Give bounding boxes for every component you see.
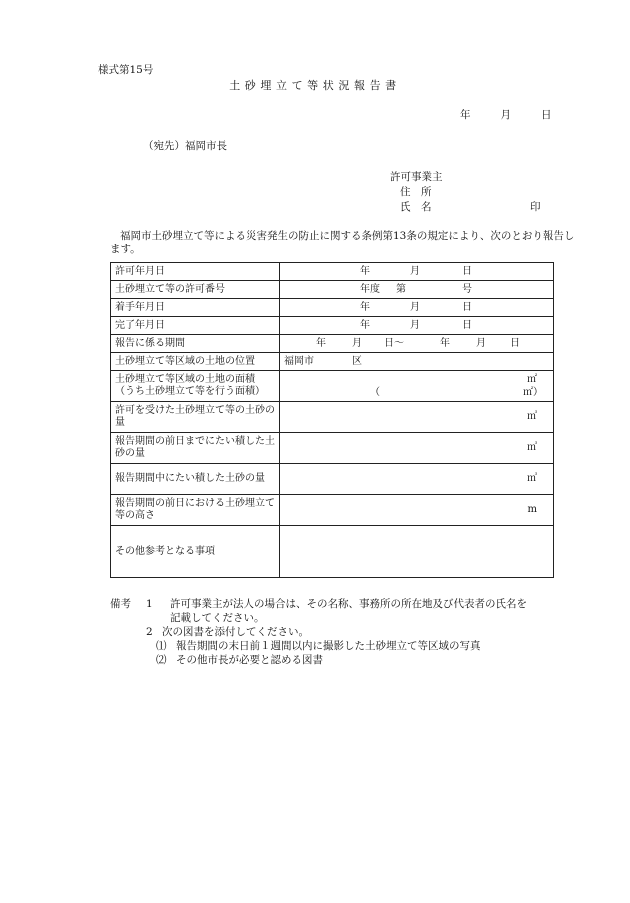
note-2-2-number: ⑵ [156, 654, 167, 666]
field-day: 日 [462, 265, 472, 277]
note-1-text-cont: 記載してください。 [170, 612, 265, 624]
field-month-from: 月 [352, 337, 362, 349]
remarks-heading: 備考 [110, 598, 131, 610]
document-title: 土砂埋立て等状況報告書 [229, 79, 401, 92]
field-year: 年 [360, 265, 370, 277]
table-row [111, 317, 554, 335]
report-table [110, 262, 554, 578]
field-unit-volume: ㎥ [527, 442, 537, 453]
completion-date-field[interactable] [280, 317, 554, 335]
date-year: 年 [460, 109, 471, 121]
seal-mark: 印 [530, 201, 541, 213]
report-date [460, 109, 552, 122]
table-row [111, 371, 554, 402]
table-row [111, 299, 554, 317]
period-accumulated-field[interactable] [280, 464, 554, 495]
row-label: 土砂埋立て等区域の土地の面積 （うち土砂埋立て等を行う面積） [111, 371, 280, 402]
note-1-number: 1 [146, 598, 153, 610]
row-label: 報告期間中にたい積した土砂の量 [111, 464, 280, 495]
permit-number-field[interactable] [280, 281, 554, 299]
form-number: 様式第15号 [98, 64, 154, 76]
applicant-title: 許可事業主 [390, 171, 443, 183]
note-2-2-text: その他市長が必要と認める図書 [176, 654, 323, 666]
row-label: 完了年月日 [111, 317, 280, 335]
note-2-1-text: 報告期間の末日前１週間以内に撮影した土砂埋立て等区域の写真 [176, 640, 481, 652]
table-row [111, 402, 554, 433]
row-label: 土砂埋立て等区域の土地の位置 [111, 353, 280, 371]
field-unit-volume: ㎥ [527, 411, 537, 422]
field-day-to: 日 [510, 337, 520, 349]
field-day-from: 日～ [384, 337, 404, 349]
table-row [111, 335, 554, 353]
table-row [111, 464, 554, 495]
start-date-field[interactable] [280, 299, 554, 317]
field-month: 月 [410, 319, 420, 331]
land-area-field[interactable] [280, 371, 554, 402]
field-year: 年 [360, 301, 370, 313]
field-month: 月 [410, 265, 420, 277]
row-label: 許可を受けた土砂埋立て等の土砂の量 [111, 402, 280, 433]
field-month: 月 [410, 301, 420, 313]
field-unit-height: m [527, 504, 537, 515]
table-row [111, 495, 554, 526]
note-1-text: 許可事業主が法人の場合は、その名称、事務所の所在地及び代表者の氏名を [170, 598, 527, 610]
report-period-field[interactable] [280, 335, 554, 353]
permitted-volume-field[interactable] [280, 402, 554, 433]
field-year-from: 年 [316, 337, 326, 349]
field-open-paren: （ [370, 386, 380, 398]
table-row [111, 526, 554, 578]
field-unit-area: ㎡ [527, 374, 537, 385]
field-unit-volume: ㎥ [527, 473, 537, 484]
field-dai: 第 [396, 283, 406, 295]
other-notes-field[interactable] [280, 526, 554, 578]
applicant-block [390, 170, 550, 215]
field-day: 日 [462, 301, 472, 313]
field-ward: 区 [352, 355, 362, 367]
table-row [111, 353, 554, 371]
field-go: 号 [462, 283, 472, 295]
note-2-number: 2 [146, 626, 153, 638]
row-label: 報告期間の前日までにたい積した土砂の量 [111, 433, 280, 464]
name-label: 氏 名 [400, 201, 432, 213]
field-unit-area-sub: ㎡） [523, 386, 543, 398]
field-year-to: 年 [440, 337, 450, 349]
field-month-to: 月 [476, 337, 486, 349]
row-label: 報告期間の前日における土砂埋立て等の高さ [111, 495, 280, 526]
land-location-field[interactable] [280, 353, 554, 371]
addressee: （宛先）福岡市長 [143, 140, 227, 152]
date-month: 月 [500, 109, 511, 121]
address-label: 住 所 [400, 186, 432, 198]
prior-accumulated-field[interactable] [280, 433, 554, 464]
field-nendo: 年度 [360, 283, 380, 295]
field-day: 日 [462, 319, 472, 331]
row-label: 報告に係る期間 [111, 335, 280, 353]
table-row [111, 281, 554, 299]
note-2-text: 次の図書を添付してください。 [162, 626, 309, 638]
fill-height-field[interactable] [280, 495, 554, 526]
intro-text: 福岡市土砂埋立て等による災害発生の防止に関する条例第13条の規定により、次のとおり報告します。 [110, 230, 575, 255]
date-day: 日 [541, 109, 552, 121]
note-2-1-number: ⑴ [156, 640, 167, 652]
row-label: 着手年月日 [111, 299, 280, 317]
permit-date-field[interactable] [280, 263, 554, 281]
table-row [111, 433, 554, 464]
table-row [111, 263, 554, 281]
field-year: 年 [360, 319, 370, 331]
field-city: 福岡市 [284, 355, 314, 367]
row-label: その他参考となる事項 [111, 526, 280, 578]
row-label: 許可年月日 [111, 263, 280, 281]
row-label: 土砂埋立て等の許可番号 [111, 281, 280, 299]
